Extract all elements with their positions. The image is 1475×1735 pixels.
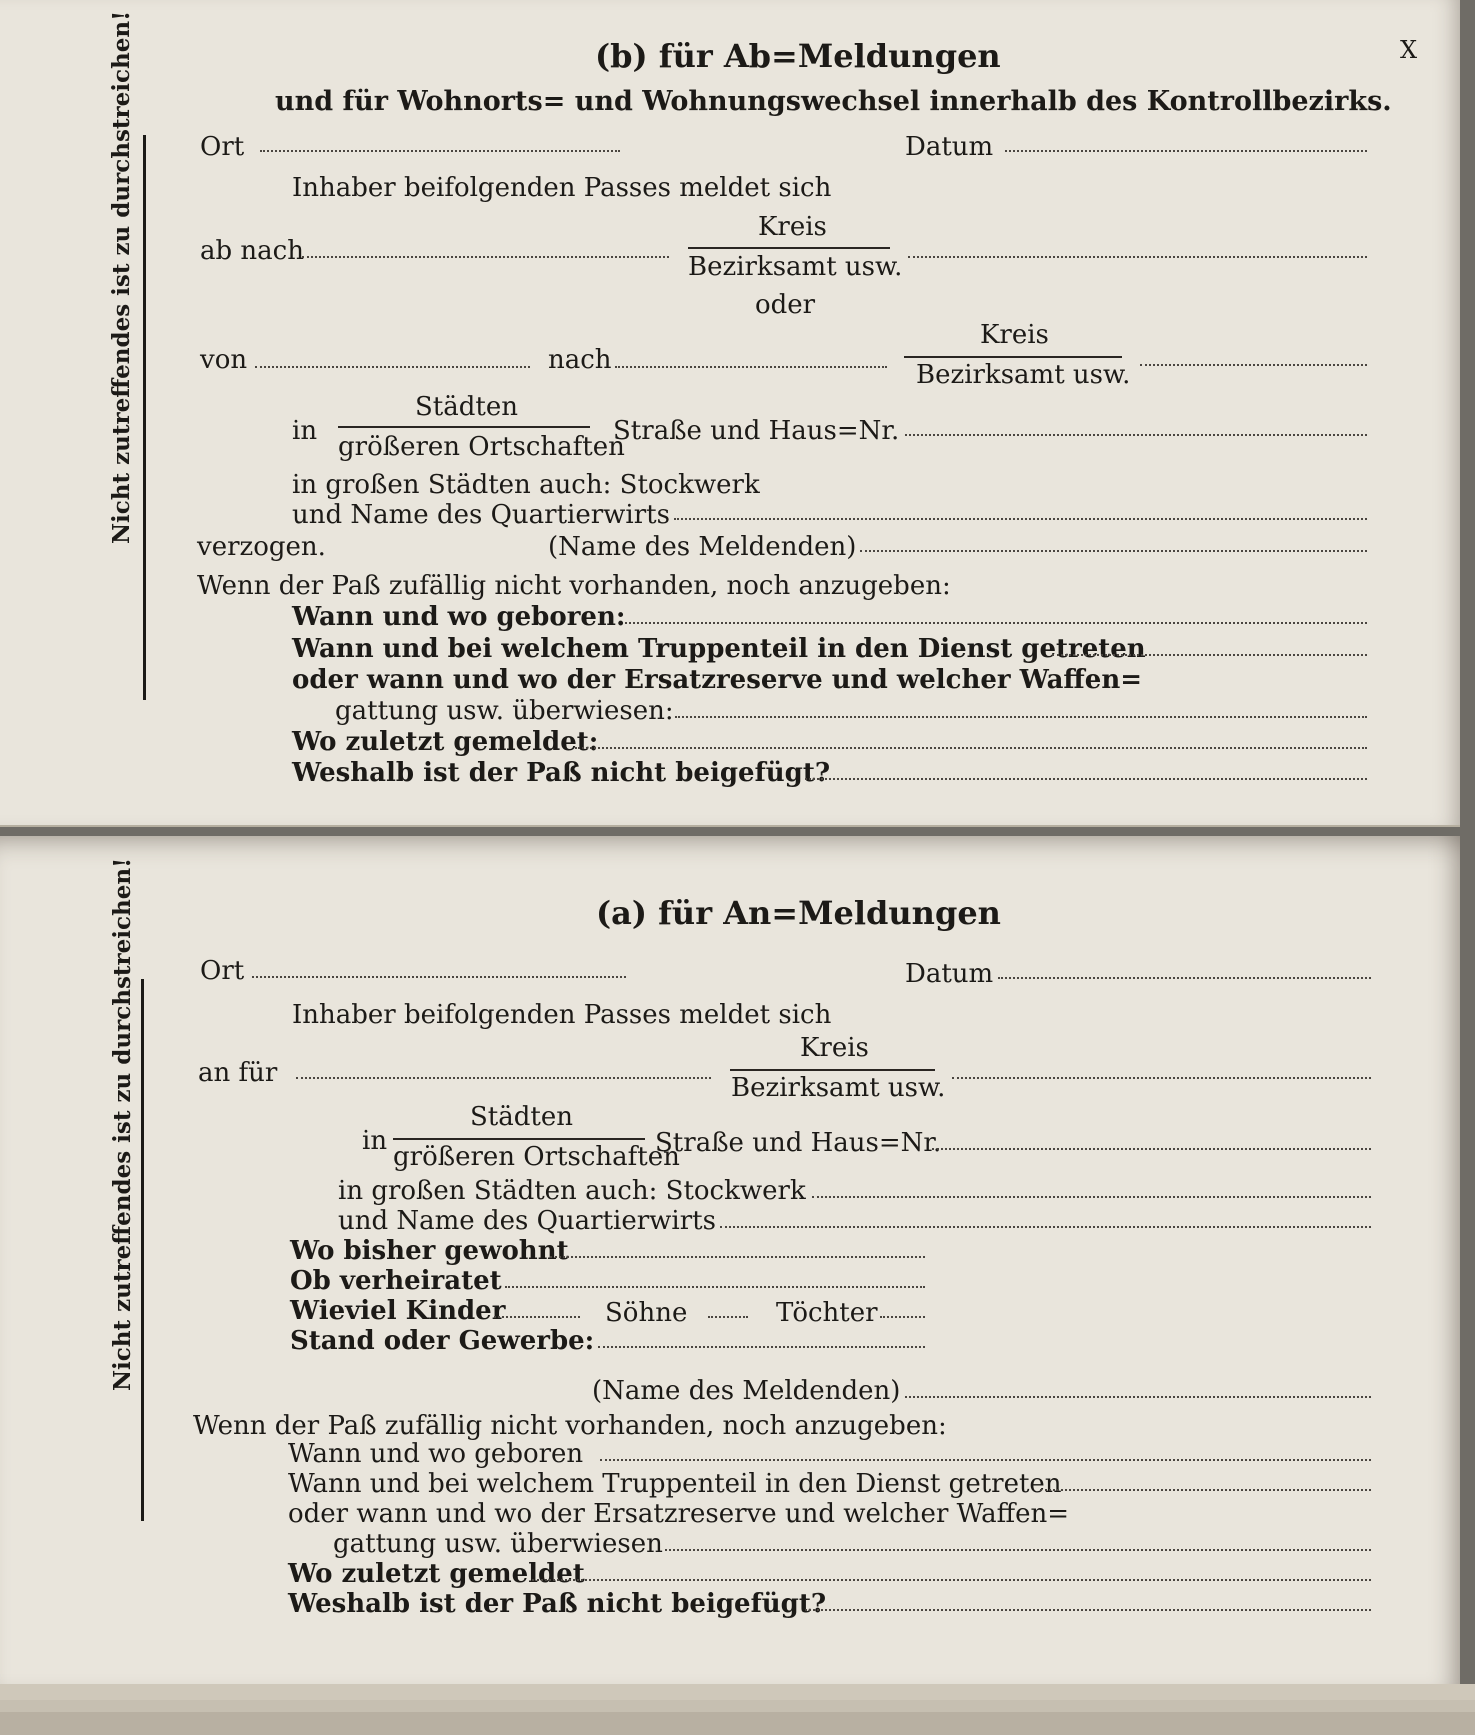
ort-label-b: Ort: [200, 132, 245, 162]
side-note-b: Nicht zutreffendes ist zu durchstreichen!: [108, 10, 135, 544]
zuletzt-field-b[interactable]: [575, 747, 1367, 749]
geboren-field-a[interactable]: [600, 1459, 1371, 1461]
truppenteil-field-b[interactable]: [1052, 654, 1367, 656]
bezirksamt-label-a: Bezirksamt usw.: [731, 1073, 946, 1103]
side-note-bar-a: [141, 979, 144, 1521]
fraction-line-a2: [393, 1138, 645, 1140]
ort-field-b[interactable]: [260, 150, 620, 152]
strasse-field-b[interactable]: [905, 434, 1367, 436]
stand-label: Stand oder Gewerbe:: [290, 1326, 595, 1356]
name-meldenden-label-b: (Name des Meldenden): [548, 532, 857, 562]
nach-label: nach: [548, 345, 612, 375]
ortschaften-label-a: größeren Ortschaften: [393, 1142, 680, 1172]
kreis-field-a[interactable]: [952, 1077, 1371, 1079]
datum-label-a: Datum: [905, 959, 994, 989]
datum-label-b: Datum: [905, 132, 994, 162]
name-meldenden-field-b[interactable]: [860, 550, 1367, 552]
weshalb-label-b: Weshalb ist der Paß nicht beigefügt?: [292, 758, 831, 788]
ab-nach-field[interactable]: [302, 256, 669, 258]
kreis-field-b2[interactable]: [1140, 364, 1367, 366]
ab-nach-label: ab nach: [200, 236, 304, 266]
zuletzt-label-b: Wo zuletzt gemeldet:: [292, 727, 599, 757]
fraction-line-b2: [904, 356, 1122, 358]
truppenteil-label-b: Wann und bei welchem Truppenteil in den Dienst getreten: [292, 634, 1146, 664]
page-edge-1: [0, 1684, 1475, 1700]
ersatz-label-b: oder wann und wo der Ersatzreserve und welcher Waffen=: [292, 665, 1143, 695]
page-edge-3: [0, 1712, 1475, 1735]
inhaber-text-a: Inhaber beifolgenden Passes meldet sich: [292, 1000, 832, 1030]
toechter-label: Töchter: [776, 1298, 878, 1328]
ersatz-label-a: oder wann und wo der Ersatzreserve und welcher Waffen=: [288, 1499, 1069, 1529]
toechter-field[interactable]: [880, 1316, 925, 1318]
geboren-label-a: Wann und wo geboren: [288, 1439, 584, 1469]
nach-field[interactable]: [615, 366, 887, 368]
truppenteil-label-a: Wann und bei welchem Truppenteil in den Dienst getreten: [288, 1469, 1062, 1499]
datum-field-a[interactable]: [998, 977, 1371, 979]
wenn-text-b: Wenn der Paß zufällig nicht vorhanden, noch anzugeben:: [197, 571, 951, 601]
an-fuer-label: an für: [198, 1058, 278, 1088]
stockwerk-field-a[interactable]: [812, 1196, 1371, 1198]
section-a-title: (a) für An=Meldungen: [596, 894, 1001, 932]
soehne-label: Söhne: [605, 1298, 688, 1328]
name-meldenden-field-a[interactable]: [905, 1396, 1371, 1398]
page-edge-2: [0, 1700, 1475, 1712]
quartierwirt-field-a[interactable]: [720, 1226, 1371, 1228]
soehne-field[interactable]: [708, 1316, 748, 1318]
stockwerk-label-b: in großen Städten auch: Stockwerk: [292, 470, 760, 500]
kreis-field-b1[interactable]: [908, 256, 1367, 258]
quartierwirt-label-b: und Name des Quartierwirts: [292, 500, 670, 530]
in-label-a: in: [362, 1126, 388, 1156]
side-note-bar-b: [143, 135, 146, 700]
kinder-field[interactable]: [494, 1316, 580, 1318]
bezirksamt-label-b2: Bezirksamt usw.: [916, 360, 1131, 390]
stand-field[interactable]: [598, 1346, 925, 1348]
weshalb-field-a[interactable]: [805, 1609, 1371, 1611]
section-b-title: (b) für Ab=Meldungen: [595, 37, 1001, 75]
strasse-label-a: Straße und Haus=Nr.: [655, 1128, 942, 1158]
von-field[interactable]: [255, 366, 530, 368]
ortschaften-label-b: größeren Ortschaften: [338, 432, 625, 462]
weshalb-field-b[interactable]: [805, 778, 1367, 780]
fraction-line-a1: [730, 1069, 935, 1071]
zuletzt-field-a[interactable]: [532, 1579, 1371, 1581]
inhaber-text-b: Inhaber beifolgenden Passes meldet sich: [292, 173, 832, 203]
wenn-text-a: Wenn der Paß zufällig nicht vorhanden, noch anzugeben:: [193, 1411, 947, 1441]
form-page-anmeldung: [0, 836, 1460, 1684]
section-b-subtitle: und für Wohnorts= und Wohnungswechsel innerhalb des Kontrollbezirks.: [275, 86, 1392, 117]
bisher-field[interactable]: [550, 1256, 925, 1258]
gattung-label-a: gattung usw. überwiesen: [333, 1529, 663, 1559]
datum-field-b[interactable]: [1005, 150, 1367, 152]
staedten-label-a: Städten: [470, 1102, 573, 1132]
in-label-b: in: [292, 416, 318, 446]
verheiratet-field[interactable]: [505, 1286, 925, 1288]
verheiratet-label: Ob verheiratet: [290, 1266, 502, 1296]
an-fuer-field[interactable]: [296, 1077, 711, 1079]
weshalb-label-a: Weshalb ist der Paß nicht beigefügt?: [288, 1589, 827, 1619]
stockwerk-label-a: in großen Städten auch: Stockwerk: [338, 1176, 806, 1206]
ort-field-a[interactable]: [252, 976, 626, 978]
ort-label-a: Ort: [200, 956, 245, 986]
quartierwirt-field-b[interactable]: [674, 518, 1367, 520]
form-page-abmeldung: [0, 0, 1460, 827]
side-note-a: Nicht zutreffendes ist zu durchstreichen!: [109, 857, 136, 1391]
kinder-label: Wieviel Kinder: [290, 1296, 506, 1326]
strasse-field-a[interactable]: [932, 1148, 1371, 1150]
bezirksamt-label-b1: Bezirksamt usw.: [688, 252, 903, 282]
geboren-field-b[interactable]: [625, 622, 1367, 624]
bisher-label: Wo bisher gewohnt: [290, 1236, 569, 1266]
name-meldenden-label-a: (Name des Meldenden): [592, 1376, 901, 1406]
strasse-label-b: Straße und Haus=Nr.: [613, 416, 900, 446]
gattung-label-b: gattung usw. überwiesen:: [335, 696, 674, 726]
geboren-label-b: Wann und wo geboren:: [292, 602, 626, 632]
von-label: von: [200, 345, 248, 375]
verzogen-text: verzogen.: [197, 532, 326, 562]
gattung-field-a[interactable]: [665, 1549, 1371, 1551]
fraction-line-b1: [688, 247, 890, 249]
oder-text-b: oder: [755, 290, 816, 320]
quartierwirt-label-a: und Name des Quartierwirts: [338, 1206, 716, 1236]
kreis-label-b2: Kreis: [980, 320, 1049, 350]
truppenteil-field-a[interactable]: [1040, 1489, 1371, 1491]
page-number: X: [1400, 36, 1418, 64]
fraction-line-b3: [338, 426, 590, 428]
zuletzt-label-a: Wo zuletzt gemeldet: [288, 1559, 585, 1589]
gattung-field-b[interactable]: [675, 716, 1367, 718]
kreis-label-b1: Kreis: [758, 212, 827, 242]
staedten-label-b: Städten: [415, 392, 518, 422]
kreis-label-a: Kreis: [800, 1033, 869, 1063]
